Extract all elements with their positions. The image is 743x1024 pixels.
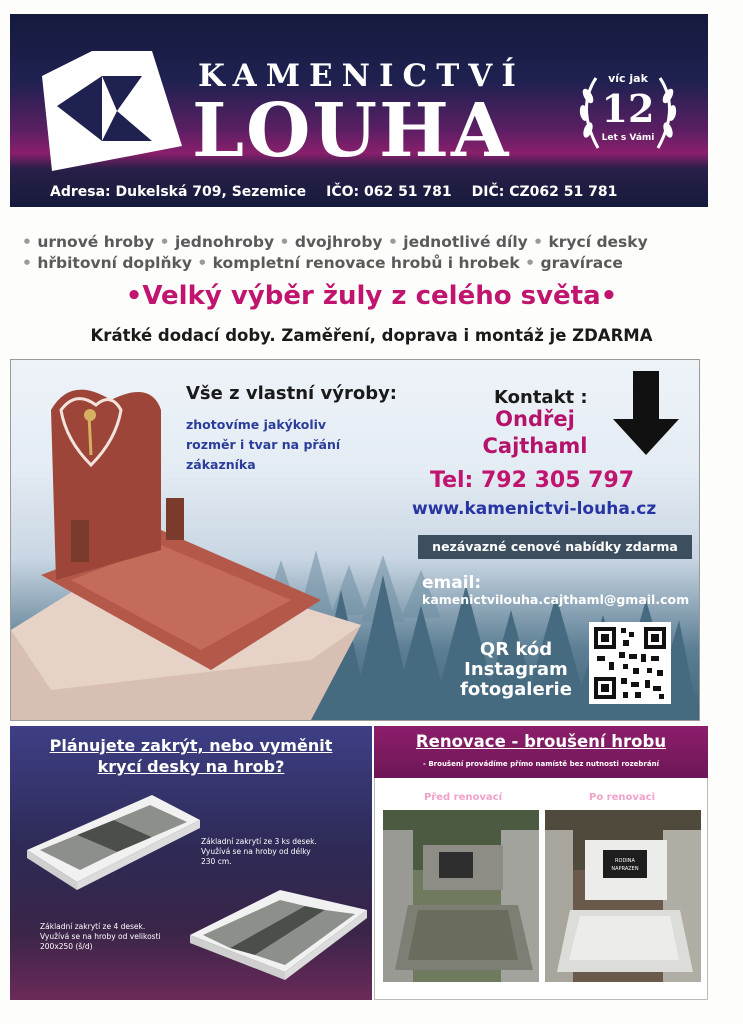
service-item: krycí desky bbox=[548, 233, 648, 251]
cover-title-line: Plánujete zakrýt, nebo vyměnit bbox=[49, 736, 333, 755]
renovation-subtitle: - Broušení provádíme přímo namístě bez nutnosti rozebrání bbox=[423, 760, 659, 768]
after-caption: Po renovaci bbox=[588, 792, 655, 803]
service-item: kompletní renovace hrobů i hrobek bbox=[212, 254, 520, 272]
services-line-2 bbox=[22, 254, 623, 272]
qr-label-line: QR kód bbox=[479, 639, 553, 660]
offer-strip: nezávazné cenové nabídky zdarma bbox=[418, 535, 692, 559]
brand-subtitle: KAMENICTVÍ bbox=[198, 58, 525, 94]
ico-text: IČO: 062 51 781 bbox=[326, 184, 452, 200]
badge-bottom-text: Let s Vámi bbox=[601, 133, 655, 143]
after-renovation-photo bbox=[545, 810, 701, 982]
services-line-1 bbox=[22, 233, 648, 251]
qr-label-line: Instagram bbox=[464, 659, 568, 680]
headline: •Velký výběr žuly z celého světa• bbox=[125, 281, 618, 311]
bullet-icon: • bbox=[159, 233, 170, 251]
address-text: Adresa: Dukelská 709, Sezemice bbox=[50, 184, 307, 200]
email-label: email: bbox=[422, 573, 482, 593]
contact-label: Kontakt : bbox=[494, 387, 588, 408]
own-production-line: rozměr i tvar na přání bbox=[186, 437, 341, 452]
service-item: gravírace bbox=[540, 254, 623, 272]
own-production-line: zákazníka bbox=[186, 457, 256, 472]
bullet-icon: • bbox=[197, 254, 208, 272]
slab-three-pieces-image bbox=[22, 790, 202, 890]
service-item: jednohroby bbox=[174, 233, 275, 251]
service-item: jednotlivé díly bbox=[403, 233, 528, 251]
slab-four-pieces-image bbox=[185, 880, 370, 980]
service-item: dvojhroby bbox=[294, 233, 383, 251]
contact-first-name: Ondřej bbox=[495, 407, 575, 431]
address-bar bbox=[10, 177, 708, 207]
contact-last-name: Cajthaml bbox=[482, 434, 588, 458]
anniversary-badge bbox=[568, 58, 688, 163]
website-link[interactable]: www.kamenictvi-louha.cz bbox=[412, 499, 657, 519]
qr-label-line: fotogalerie bbox=[460, 679, 572, 700]
header-banner bbox=[10, 14, 708, 207]
phone-number[interactable]: Tel: 792 305 797 bbox=[430, 468, 635, 493]
renovation-title: Renovace - broušení hrobu bbox=[415, 732, 667, 751]
own-production-title: Vše z vlastní výroby: bbox=[186, 383, 398, 404]
badge-number: 12 bbox=[601, 86, 655, 131]
bullet-icon: • bbox=[22, 254, 32, 272]
dic-text: DIČ: CZ062 51 781 bbox=[471, 184, 618, 200]
before-caption: Před renovací bbox=[423, 792, 502, 803]
arrow-down-icon bbox=[611, 371, 681, 455]
badge-top-text: víc jak bbox=[608, 72, 648, 85]
bullet-icon: • bbox=[22, 233, 32, 251]
email-address[interactable]: kamenictvilouha.cajthaml@gmail.com bbox=[422, 592, 690, 607]
slab-note-1: Základní zakrytí ze 3 ks desek. Využívá se na hroby od délky 230 cm. bbox=[201, 837, 317, 866]
brand-name: LOUHA bbox=[192, 88, 511, 174]
qr-code-icon[interactable] bbox=[589, 622, 671, 704]
bullet-icon: • bbox=[387, 233, 398, 251]
service-item: hřbitovní doplňky bbox=[37, 254, 192, 272]
service-item: urnové hroby bbox=[37, 233, 155, 251]
brand-logo bbox=[32, 46, 182, 176]
bullet-icon: • bbox=[525, 254, 536, 272]
own-production-line: zhotovíme jakýkoliv bbox=[186, 417, 327, 432]
cover-title-line: krycí desky na hrob? bbox=[97, 757, 285, 776]
slab-note-2: Základní zakrytí ze 4 desek. Využívá se na hroby od velikosti 200x250 (š/d) bbox=[40, 922, 161, 951]
subheadline: Krátké dodací doby. Zaměření, doprava i montáž je ZDARMA bbox=[90, 326, 653, 345]
bullet-icon: • bbox=[533, 233, 544, 251]
plaque-line: RODINA bbox=[615, 858, 635, 864]
plaque-line: NAPRAZEN bbox=[611, 866, 639, 872]
before-renovation-photo bbox=[383, 810, 539, 982]
bullet-icon: • bbox=[279, 233, 290, 251]
